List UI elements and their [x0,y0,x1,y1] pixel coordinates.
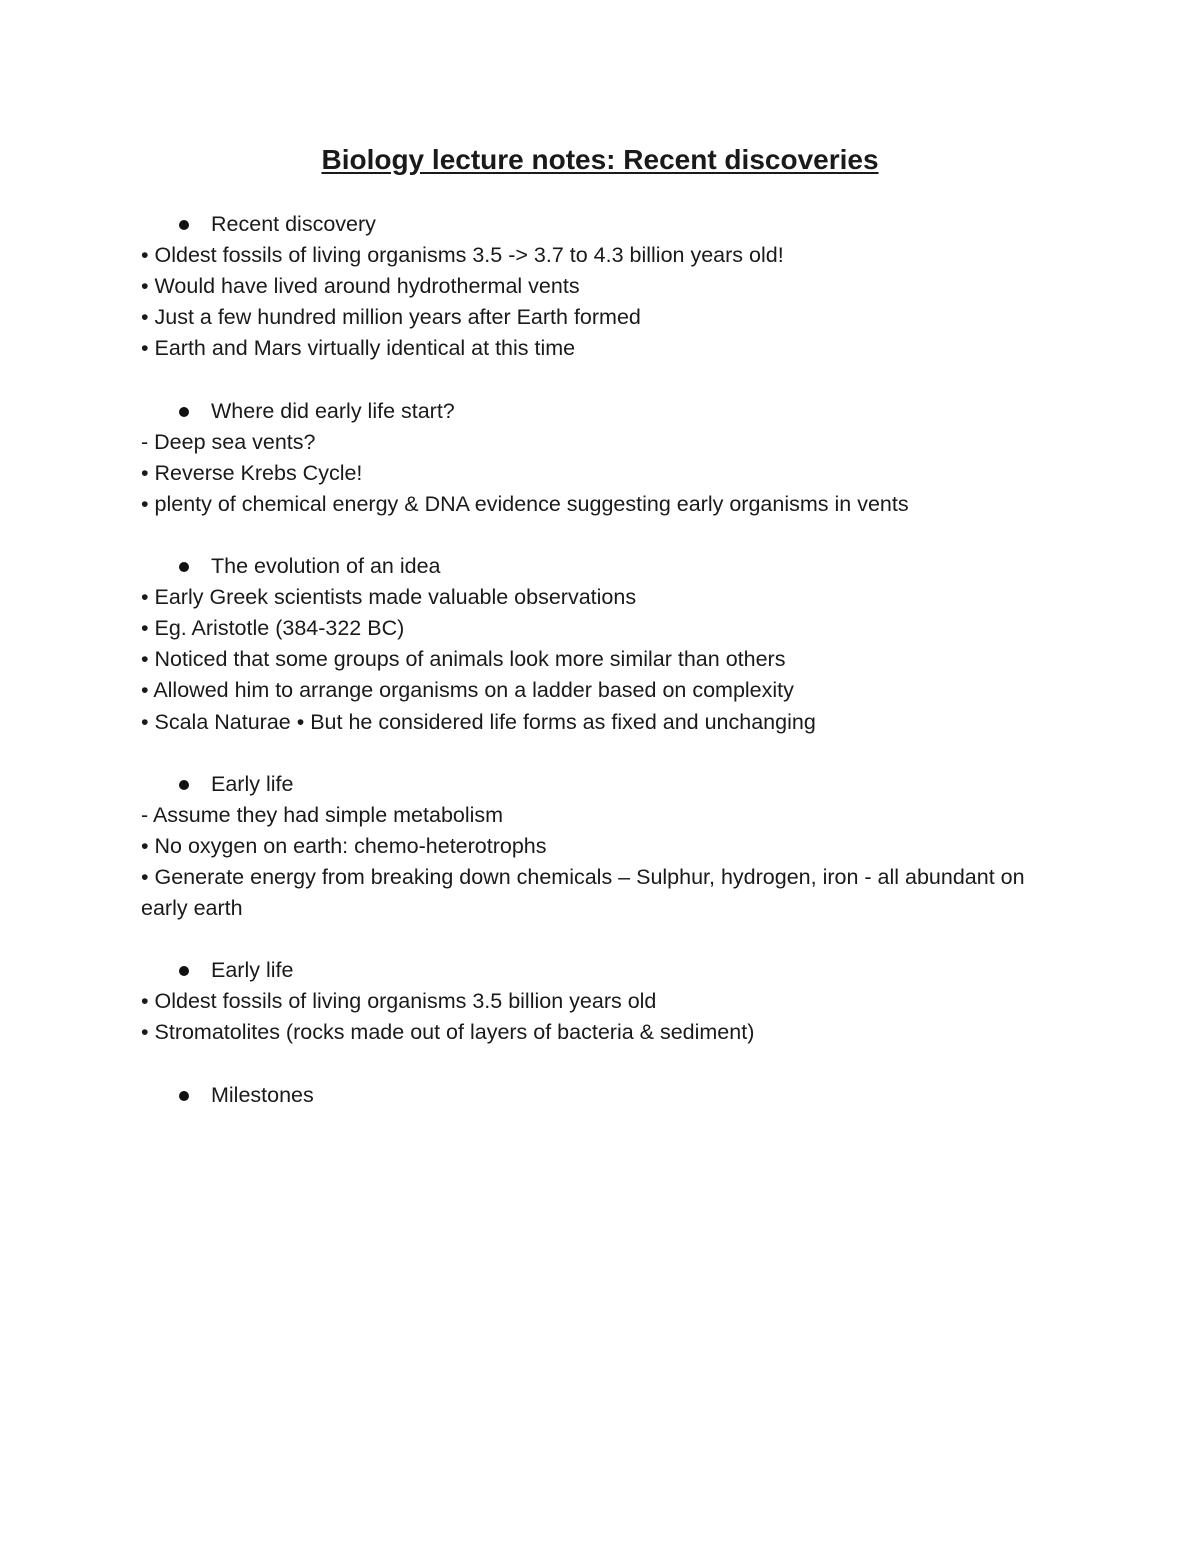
section-recent-discovery [141,209,1061,364]
note-line: - Deep sea vents? [141,429,316,454]
section-heading-text: Recent discovery [211,212,376,236]
note-line: • Oldest fossils of living organisms 3.5 -> 3.7 to 4.3 billion years old! [141,243,784,268]
section-heading-text: The evolution of an idea [211,554,441,579]
note-line: • Noticed that some groups of animals look more similar than others [141,647,786,672]
document-body [141,209,1061,1111]
section-heading-text: Early life [211,958,294,983]
bullet-dot-icon [179,780,189,790]
section-heading [141,769,1061,800]
note-line: • Would have lived around hydrothermal vents [141,274,580,299]
section-spacer [141,1049,1061,1080]
document-title: Biology lecture notes: Recent discoveries [321,144,879,175]
section-spacer [141,924,1061,955]
section-early-life-1 [141,769,1061,924]
section-heading [141,551,1061,582]
bullet-dot-icon [179,1091,189,1101]
note-line: • Early Greek scientists made valuable observations [141,585,637,610]
section-milestones [141,1080,1061,1111]
section-spacer [141,520,1061,551]
note-line: • Oldest fossils of living organisms 3.5 billion years old [141,989,657,1014]
section-spacer [141,738,1061,769]
section-evolution-of-an-idea [141,551,1061,738]
note-line: • Reverse Krebs Cycle! [141,460,363,485]
bullet-dot-icon [179,966,189,976]
note-line: • plenty of chemical energy & DNA evidence suggesting early organisms in vents [141,491,909,516]
section-heading-text: Where did early life start? [211,398,455,423]
section-heading [141,955,1061,986]
note-line: • Allowed him to arrange organisms on a ladder based on complexity [141,678,794,703]
section-heading [141,396,1061,427]
note-line: • Eg. Aristotle (384-322 BC) [141,616,405,641]
section-early-life-2 [141,955,1061,1048]
bullet-dot-icon [179,562,189,572]
note-line: • Just a few hundred million years after Earth formed [141,305,641,330]
section-where-did-early-life-start [141,396,1061,520]
section-spacer [141,364,1061,395]
section-heading-text: Milestones [211,1082,314,1107]
bullet-dot-icon [179,220,189,230]
bullet-dot-icon [179,407,189,417]
note-line: • Scala Naturae • But he considered life forms as fixed and unchanging [141,709,816,734]
note-line: • No oxygen on earth: chemo-heterotrophs [141,833,547,858]
note-line: • Stromatolites (rocks made out of layers of bacteria & sediment) [141,1020,755,1045]
section-heading [141,209,1061,240]
section-heading [141,1080,1061,1111]
section-heading-text: Early life [211,771,294,796]
note-line: - Assume they had simple metabolism [141,802,504,827]
note-line: • Generate energy from breaking down chemicals – Sulphur, hydrogen, iron - all abundant on early earth [141,864,1025,921]
note-line: • Earth and Mars virtually identical at this time [141,336,576,361]
